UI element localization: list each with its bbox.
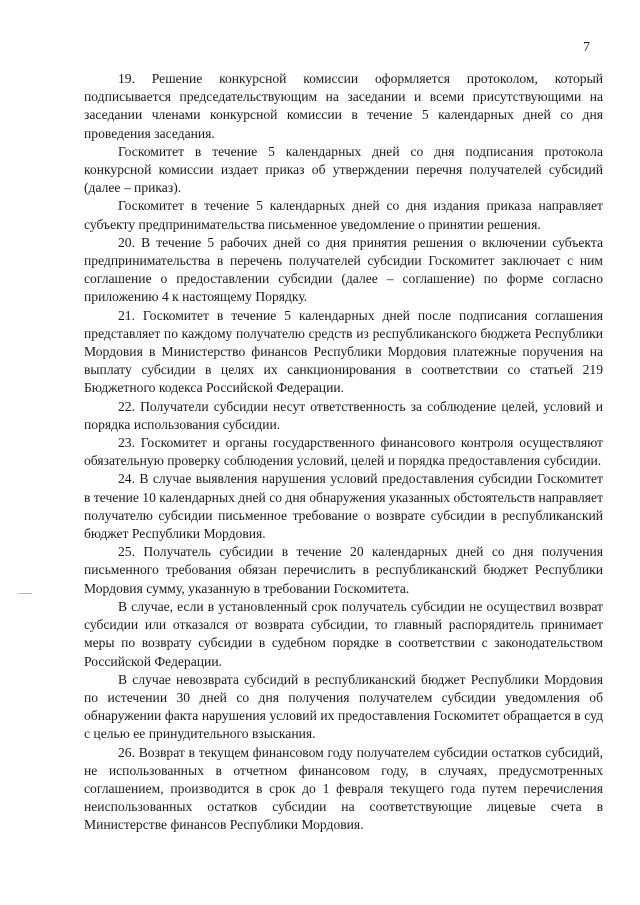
page-number: 7 <box>583 40 590 55</box>
paragraph-24: 24. В случае выявления нарушения условий предоставления субсидии Госкомитет в течение 10 календарных дней со дня обнаружения указанных обстоятельств направляет получателю субсидии письменное требование о возврате субсидии в республиканский бюджет Республики Мордовия. <box>84 471 604 542</box>
paragraph-19-notice: Госкомитет в течение 5 календарных дней со дня издания приказа направляет субъекту предпринимательства письменное уведомление о принятии решения. <box>84 198 603 232</box>
paragraph-26: 26. Возврат в текущем финансовом году получателем субсидии остатков субсидий, не использованных в отчетном финансовом году, в случаях, предусмотренных соглашением, производится в срок до 1 февраля текущего года путем перечисления неиспользованных остатков субсидии на соответствующие лицевые счета в Министерстве финансов Республики Мордовия. <box>84 744 603 833</box>
paragraph-25-nonreturn: В случае невозврата субсидий в республиканский бюджет Республики Мордовия по истечении 30 дней со дня получения получателем субсидии уведомления об обнаружении факта нарушения условий их предоставления Госкомитет обращается в суд с целью ее принудительного взыскания. <box>84 671 603 742</box>
paragraph-21: 21. Госкомитет в течение 5 календарных дней после подписания соглашения представляет по каждому получателю средств из республиканского бюджета Республики Мордовия в Министерство финансов Республики Мордовия платежные поручения на выплату субсидии в целях их санкционирования в соответствии со статьей 219 Бюджетного кодекса Российской Федерации. <box>84 307 603 396</box>
scan-mark <box>18 593 32 594</box>
paragraph-22: 22. Получатели субсидии несут ответственность за соблюдение целей, условий и порядка использования субсидии. <box>84 398 603 432</box>
paragraph-19-order: Госкомитет в течение 5 календарных дней со дня подписания протокола конкурсной комиссии издает приказ об утверждении перечня получателей субсидий (далее – приказ). <box>84 143 603 196</box>
paragraph-23: 23. Госкомитет и органы государственного финансового контроля осуществляют обязательную проверку соблюдения условий, целей и порядка предоставления субсидии. <box>84 435 603 469</box>
document-body <box>84 70 603 835</box>
paragraph-25: 25. Получатель субсидии в течение 20 календарных дней со дня получения письменного требования обязан перечислить в республиканский бюджет Республики Мордовия сумму, указанную в требовании Госкомитета. <box>84 544 603 596</box>
paragraph-20: 20. В течение 5 рабочих дней со дня принятия решения о включении субъекта предпринимательства в перечень получателей субсидии Госкомитет заключает с ним соглашение о предоставлении субсидии (далее – соглашение) по форме согласно приложению 4 к настоящему Порядку. <box>84 234 603 305</box>
paragraph-19: 19. Решение конкурсной комиссии оформляется протоколом, который подписывается председательствующим на заседании и всеми присутствующими на заседании членами конкурсной комиссии в течение 5 календарных дней со дня проведения заседания. <box>84 71 603 141</box>
paragraph-25-court: В случае, если в установленный срок получатель субсидии не осуществил возврат субсидии или отказался от возврата субсидии, то главный распорядитель принимает меры по возврату субсидии в судебном порядке в соответствии с законодательством Российской Федерации. <box>84 598 603 669</box>
